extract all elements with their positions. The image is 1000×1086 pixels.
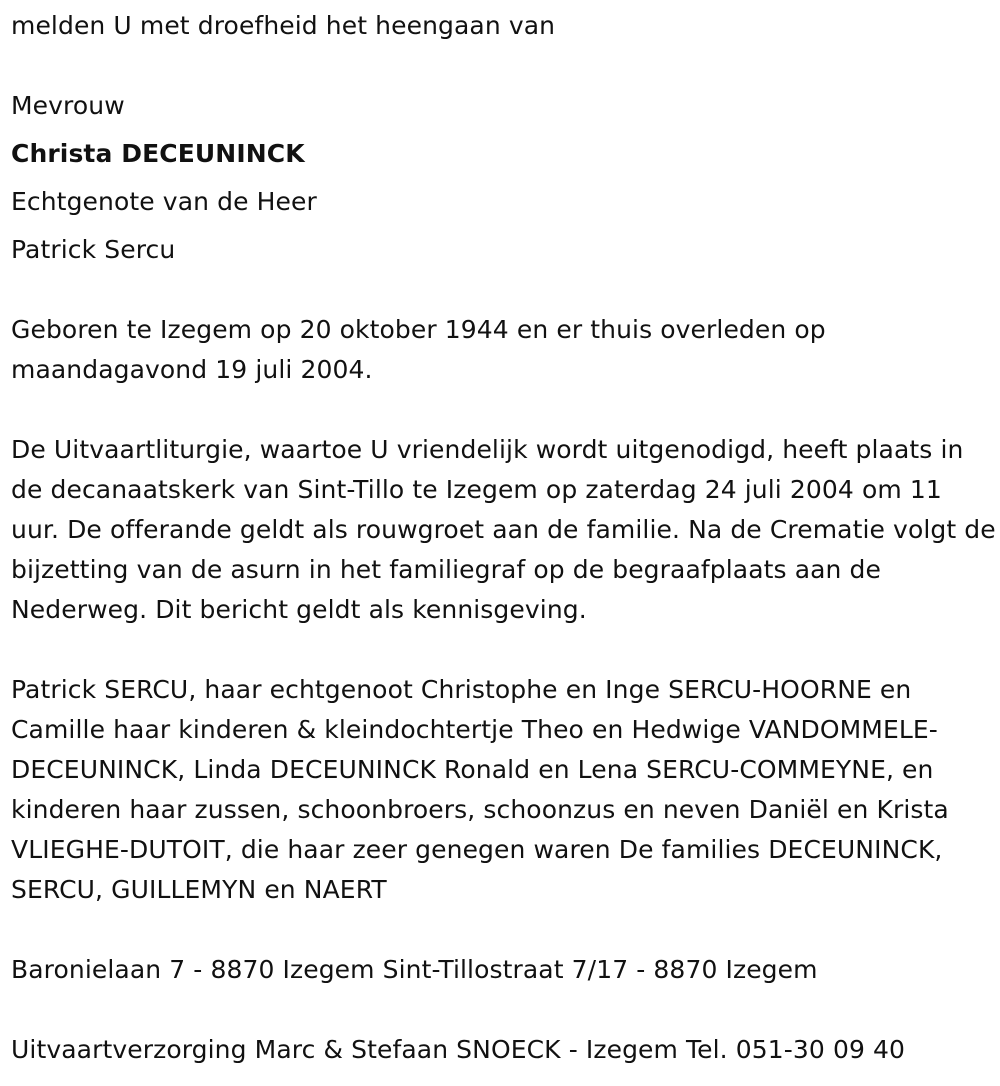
birth-death-paragraph: Geboren te Izegem op 20 oktober 1944 en er thuis overleden op maandagavond 19 juli 2004.: [11, 315, 826, 384]
addresses-line: Baronielaan 7 - 8870 Izegem Sint-Tillostraat 7/17 - 8870 Izegem: [11, 955, 818, 984]
spouse-relation: Echtgenote van de Heer: [11, 187, 317, 216]
funeral-director-line: Uitvaartverzorging Marc & Stefaan SNOECK - Izegem Tel. 051-30 09 40: [11, 1035, 906, 1064]
service-paragraph: De Uitvaartliturgie, waartoe U vriendelijk wordt uitgenodigd, heeft plaats in de decanaatskerk van Sint-Tillo te Izegem op zaterdag 24 juli 2004 om 11 uur. De offerande geldt als rouwgroet aan de familie. Na de Crematie volgt de bijzetting van de asurn in het familiegraf op de begraafplaats aan de Nederweg. Dit bericht geldt als kennisgeving.: [11, 435, 996, 624]
honorific: Mevrouw: [11, 91, 125, 120]
intro-line: melden U met droefheid het heengaan van: [11, 11, 556, 40]
spouse-name: Patrick Sercu: [11, 235, 176, 264]
deceased-name: Christa DECEUNINCK: [11, 139, 305, 168]
family-paragraph: Patrick SERCU, haar echtgenoot Christophe en Inge SERCU-HOORNE en Camille haar kinderen & kleindochtertje Theo en Hedwige VANDOMMELE-DECEUNINCK, Linda DECEUNINCK Ronald en Lena SERCU-COMMEYNE, en kinderen haar zussen, schoonbroers, schoonzus en neven Daniël en Krista VLIEGHE-DUTOIT, die haar zeer genegen waren De families DECEUNINCK, SERCU, GUILLEMYN en NAERT: [11, 675, 949, 904]
